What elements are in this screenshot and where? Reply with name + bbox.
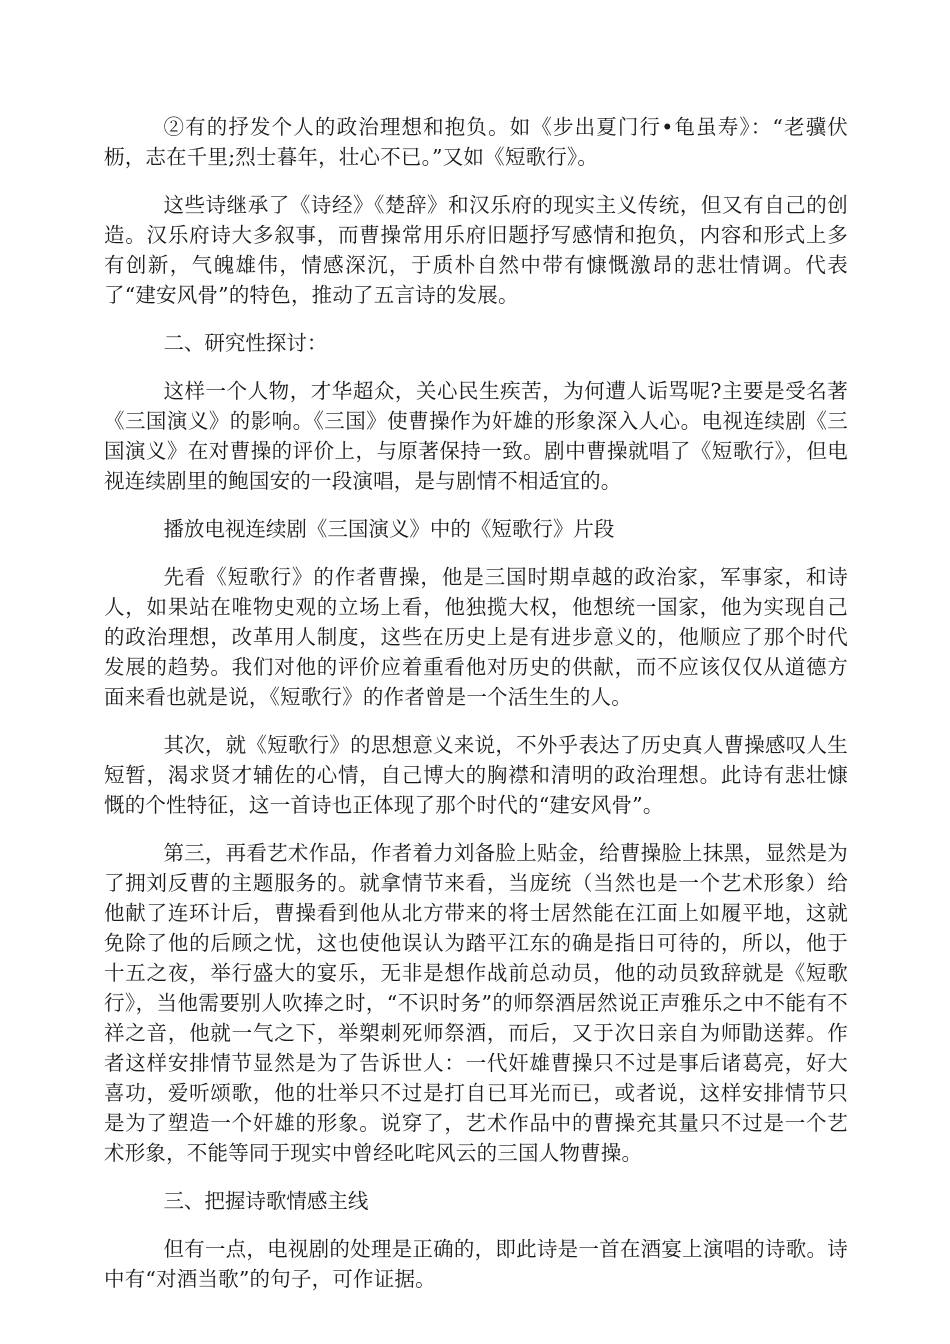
paragraph-artistic-work: 第三，再看艺术作品，作者着力刘备脸上贴金，给曹操脸上抹黑，显然是为了拥刘反曹的主题服务的。就拿情节来看，当庞统（当然也是一个艺术形象）给他献了连环计后，曹操看到他从北方带来的将士居然能在江面上如履平地，这就免除了他的后顾之忧，这也使他误认为踏平江东的确是指日可待的，所以，他于十五之夜，举行盛大的宴乐，无非是想作战前总动员，他的动员致辞就是《短歌行》，当他需要别人吹捧之时，“不识时务”的师祭酒居然说正声雅乐之中不能有不祥之音，他就一气之下，举槊刺死师祭酒，而后，又于次日亲自为师勖送葬。作者这样安排情节显然是为了告诉世人：一代奸雄曹操只不过是事后诸葛亮，好大喜功，爱听颂歌，他的壮举只不过是打自已耳光而已，或者说，这样安排情节只是为了塑造一个奸雄的形象。说穿了，艺术作品中的曹操充其量只不过是一个艺术形象，不能等同于现实中曾经叱咤风云的三国人物曹操。 <box>104 841 848 1165</box>
paragraph-thought-meaning: 其次，就《短歌行》的思想意义来说，不外乎表达了历史真人曹操感叹人生短暂，渴求贤才辅佐的心情，自己博大的胸襟和清明的政治理想。此诗有悲壮慷慨的个性特征，这一首诗也正体现了那个时代的“建安风骨”。 <box>104 733 848 817</box>
paragraph-author-evaluation: 先看《短歌行》的作者曹操，他是三国时期卓越的政治家，军事家，和诗人，如果站在唯物史观的立场上看，他独揽大权，他想统一国家，他为实现自己的政治理想，改革用人制度，这些在历史上是有进步意义的，他顺应了那个时代发展的趋势。我们对他的评价应着重看他对历史的供献，而不应该仅仅从道德方面来看也就是说，《短歌行》的作者曾是一个活生生的人。 <box>104 565 848 709</box>
paragraph-banquet-song: 但有一点，电视剧的处理是正确的，即此诗是一首在酒宴上演唱的诗歌。诗中有“对酒当歌”的句子，可作证据。 <box>104 1237 848 1291</box>
paragraph-play-clip: 播放电视连续剧《三国演义》中的《短歌行》片段 <box>163 517 615 541</box>
document-page <box>104 112 848 1312</box>
section-heading-emotion: 三、把握诗歌情感主线 <box>163 1189 369 1213</box>
paragraph-reputation: 这样一个人物，才华超众，关心民生疾苦，为何遭人诟骂呢?主要是受名著《三国演义》的影响。《三国》使曹操作为奸雄的形象深入人心。电视连续剧《三国演义》在对曹操的评价上，与原著保持一致。剧中曹操就唱了《短歌行》，但电视连续剧里的鲍国安的一段演唱，是与剧情不相适宜的。 <box>104 379 848 493</box>
section-heading-research: 二、研究性探讨： <box>163 331 328 355</box>
paragraph-tradition: 这些诗继承了《诗经》《楚辞》和汉乐府的现实主义传统，但又有自己的创造。汉乐府诗大多叙事，而曹操常用乐府旧题抒写感情和抱负，内容和形式上多有创新，气魄雄伟，情感深沉，于质朴自然中带有慷慨激昂的悲壮情调。代表了“建安风骨”的特色，推动了五言诗的发展。 <box>104 193 848 307</box>
paragraph-political-ideals: ②有的抒发个人的政治理想和抱负。如《步出夏门行•龟虽寿》：“老骥伏枥，志在千里;烈士暮年，壮心不已。”又如《短歌行》。 <box>104 115 848 169</box>
